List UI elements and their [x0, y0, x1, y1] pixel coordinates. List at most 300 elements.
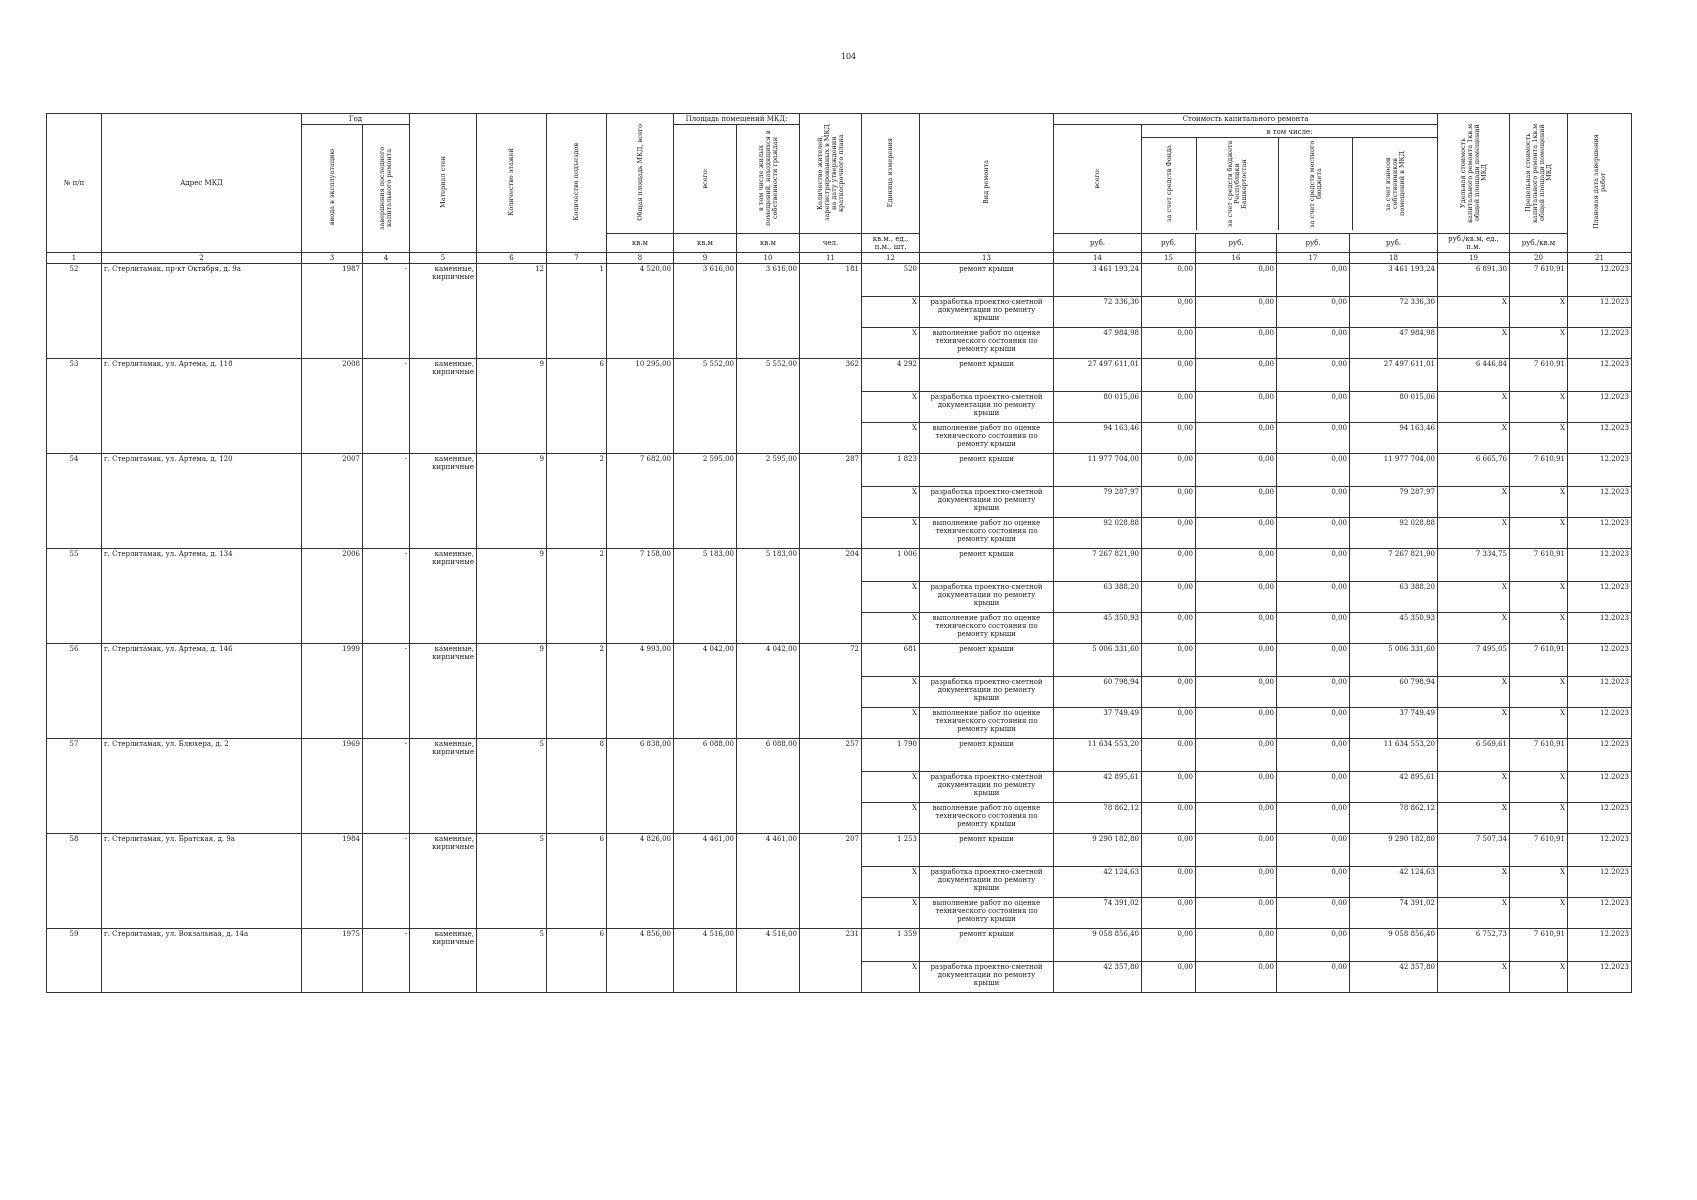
cell-total-area: 4 520,00 [607, 264, 674, 359]
cell-last-repair: - [363, 644, 410, 739]
cell-plan-date: 12.2023 [1568, 297, 1632, 328]
cell-unit-cost: X [1438, 487, 1510, 518]
cell-unit: 1 359 [862, 929, 920, 962]
cell-cost-fund: 0,00 [1142, 772, 1196, 803]
cell-unit-cost: X [1438, 518, 1510, 549]
cell-unit-cost: 6 665,76 [1438, 454, 1510, 487]
column-number: 1 [47, 253, 102, 264]
header-max-cost: Предельная стоимость капитального ремонта 1кв.м общей площади помещений МКД [1510, 114, 1568, 234]
header-year-group: Год [302, 114, 410, 125]
cell-cost-republic: 0,00 [1196, 644, 1277, 677]
cell-cost-fund: 0,00 [1142, 867, 1196, 898]
cell-area-total: 4 042,00 [674, 644, 737, 739]
cell-floors: 9 [477, 644, 547, 739]
cell-plan-date: 12.2023 [1568, 392, 1632, 423]
cell-plan-date: 12.2023 [1568, 834, 1632, 867]
cell-work-type: выполнение работ по оценке технического состояния по ремонту крыши [920, 708, 1054, 739]
unit-area-total: кв.м [674, 234, 737, 253]
cell-cost-local: 0,00 [1277, 582, 1350, 613]
cell-work-type: ремонт крыши [920, 264, 1054, 297]
cell-address: г. Стерлитамак, ул. Блюхера, д. 2 [102, 739, 302, 834]
cell-max-cost: 7 610,91 [1510, 359, 1568, 392]
cell-cost-republic: 0,00 [1196, 772, 1277, 803]
cell-total-area: 6 838,00 [607, 739, 674, 834]
cell-max-cost: 7 610,91 [1510, 549, 1568, 582]
cell-last-repair: - [363, 359, 410, 454]
cell-cost-owners: 80 015,06 [1350, 392, 1438, 423]
cell-residents: 287 [800, 454, 862, 549]
cell-work-type: ремонт крыши [920, 929, 1054, 962]
cell-floors: 9 [477, 549, 547, 644]
cell-cost-local: 0,00 [1277, 772, 1350, 803]
cell-num: 55 [47, 549, 102, 644]
cell-work-type: разработка проектно-сметной документации по ремонту крыши [920, 297, 1054, 328]
cell-max-cost: 7 610,91 [1510, 264, 1568, 297]
cell-cost-owners: 47 984,98 [1350, 328, 1438, 359]
cell-floors: 5 [477, 739, 547, 834]
column-number: 17 [1277, 253, 1350, 264]
cell-total-area: 7 158,00 [607, 549, 674, 644]
cell-cost-local: 0,00 [1277, 677, 1350, 708]
cell-cost-total: 60 798,94 [1054, 677, 1142, 708]
cell-material: каменные, кирпичные [410, 834, 477, 929]
header-work-type: Вид ремонта [920, 114, 1054, 253]
cell-cost-fund: 0,00 [1142, 423, 1196, 454]
cell-cost-owners: 11 634 553,20 [1350, 739, 1438, 772]
column-number: 9 [674, 253, 737, 264]
cell-work-type: ремонт крыши [920, 454, 1054, 487]
cell-work-type: разработка проектно-сметной документации по ремонту крыши [920, 582, 1054, 613]
cell-cost-fund: 0,00 [1142, 454, 1196, 487]
cell-unit: X [862, 392, 920, 423]
cell-residents: 181 [800, 264, 862, 359]
cell-entrances: 2 [547, 454, 607, 549]
cell-entrances: 2 [547, 549, 607, 644]
unit-total-area: кв.м [607, 234, 674, 253]
cell-cost-total: 5 006 331,60 [1054, 644, 1142, 677]
cell-cost-total: 94 163,46 [1054, 423, 1142, 454]
cell-cost-local: 0,00 [1277, 739, 1350, 772]
cell-cost-fund: 0,00 [1142, 297, 1196, 328]
cell-cost-republic: 0,00 [1196, 487, 1277, 518]
cell-cost-republic: 0,00 [1196, 582, 1277, 613]
cell-cost-local: 0,00 [1277, 454, 1350, 487]
cell-plan-date: 12.2023 [1568, 772, 1632, 803]
cell-num: 58 [47, 834, 102, 929]
unit-cost-fund: руб. [1142, 234, 1196, 253]
cell-area-total: 4 516,00 [674, 929, 737, 993]
unit-unit: кв.м., ед., п.м., шт. [862, 234, 920, 253]
cell-total-area: 7 682,00 [607, 454, 674, 549]
header-unit: Единица измерения [862, 114, 920, 234]
cell-residents: 257 [800, 739, 862, 834]
cell-cost-republic: 0,00 [1196, 549, 1277, 582]
cell-plan-date: 12.2023 [1568, 803, 1632, 834]
unit-cost-total: руб. [1054, 234, 1142, 253]
cell-unit: X [862, 898, 920, 929]
cell-cost-republic: 0,00 [1196, 898, 1277, 929]
cell-area-owned: 4 461,00 [737, 834, 800, 929]
cell-cost-local: 0,00 [1277, 549, 1350, 582]
header-unit-cost: Удельная стоимость капитального ремонта 1кв.м общей площади помещений МКД [1438, 114, 1510, 234]
cell-work-type: ремонт крыши [920, 644, 1054, 677]
cell-cost-owners: 63 388,20 [1350, 582, 1438, 613]
cell-cost-owners: 42 124,63 [1350, 867, 1438, 898]
cell-plan-date: 12.2023 [1568, 739, 1632, 772]
cell-unit-cost: X [1438, 423, 1510, 454]
column-number: 10 [737, 253, 800, 264]
cell-unit: 681 [862, 644, 920, 677]
cell-max-cost: X [1510, 613, 1568, 644]
cell-cost-local: 0,00 [1277, 867, 1350, 898]
cell-cost-total: 42 895,61 [1054, 772, 1142, 803]
cell-cost-republic: 0,00 [1196, 328, 1277, 359]
cell-cost-owners: 78 862,12 [1350, 803, 1438, 834]
page-number: 104 [840, 52, 857, 61]
header-cost-total: всего: [1054, 125, 1142, 234]
cell-max-cost: X [1510, 867, 1568, 898]
cell-max-cost: 7 610,91 [1510, 644, 1568, 677]
cell-cost-owners: 79 287,97 [1350, 487, 1438, 518]
cell-cost-local: 0,00 [1277, 264, 1350, 297]
cell-work-type: разработка проектно-сметной документации по ремонту крыши [920, 962, 1054, 993]
cell-unit-cost: X [1438, 392, 1510, 423]
cell-material: каменные, кирпичные [410, 739, 477, 834]
table-row-building [47, 359, 1632, 392]
column-number: 18 [1350, 253, 1438, 264]
header-wall-material: Материал стен [410, 114, 477, 253]
cell-max-cost: 7 610,91 [1510, 454, 1568, 487]
cell-total-area: 4 856,00 [607, 929, 674, 993]
cell-year: 1987 [302, 264, 363, 359]
cell-unit: X [862, 297, 920, 328]
cell-cost-local: 0,00 [1277, 487, 1350, 518]
cell-cost-fund: 0,00 [1142, 518, 1196, 549]
column-number: 16 [1196, 253, 1277, 264]
cell-floors: 12 [477, 264, 547, 359]
cell-cost-republic: 0,00 [1196, 867, 1277, 898]
cell-cost-local: 0,00 [1277, 613, 1350, 644]
unit-cost-republic: руб. [1196, 234, 1277, 253]
cell-max-cost: X [1510, 423, 1568, 454]
cell-last-repair: - [363, 454, 410, 549]
cell-cost-republic: 0,00 [1196, 962, 1277, 993]
column-number: 13 [920, 253, 1054, 264]
column-number: 21 [1568, 253, 1632, 264]
cell-entrances: 8 [547, 739, 607, 834]
cell-cost-total: 92 028,88 [1054, 518, 1142, 549]
cell-cost-fund: 0,00 [1142, 264, 1196, 297]
table-row-building [47, 834, 1632, 867]
cell-address: г. Стерлитамак, ул. Артема, д. 118 [102, 359, 302, 454]
table-row-building [47, 739, 1632, 772]
cell-cost-total: 47 984,98 [1054, 328, 1142, 359]
cell-cost-local: 0,00 [1277, 518, 1350, 549]
cell-unit-cost: X [1438, 677, 1510, 708]
header-year-last-repair: завершения последнего капитального ремонта [363, 125, 410, 253]
cell-unit-cost: 6 569,61 [1438, 739, 1510, 772]
unit-area-owned: кв.м [737, 234, 800, 253]
header-cost-fund: за счет средств Фонда [1142, 138, 1197, 230]
cell-cost-local: 0,00 [1277, 834, 1350, 867]
cell-cost-total: 11 977 704,00 [1054, 454, 1142, 487]
cell-cost-owners: 92 028,88 [1350, 518, 1438, 549]
column-number: 6 [477, 253, 547, 264]
cell-unit-cost: 6 752,73 [1438, 929, 1510, 962]
cell-total-area: 4 826,00 [607, 834, 674, 929]
cell-area-total: 5 183,00 [674, 549, 737, 644]
header-num: № п/п [47, 114, 102, 253]
cell-cost-total: 37 749,49 [1054, 708, 1142, 739]
cell-unit: X [862, 803, 920, 834]
cell-year: 1975 [302, 929, 363, 993]
cell-plan-date: 12.2023 [1568, 677, 1632, 708]
cell-unit-cost: 7 334,75 [1438, 549, 1510, 582]
header-cost-local: за счет средств местного бюджета [1279, 138, 1353, 230]
cell-cost-owners: 9 290 182,80 [1350, 834, 1438, 867]
cell-address: г. Стерлитамак, ул. Артема, д. 120 [102, 454, 302, 549]
cell-unit: 1 253 [862, 834, 920, 867]
cell-num: 53 [47, 359, 102, 454]
header-incl: в том числе: [1142, 128, 1437, 138]
cell-cost-republic: 0,00 [1196, 359, 1277, 392]
cell-cost-local: 0,00 [1277, 644, 1350, 677]
cell-cost-total: 42 124,63 [1054, 867, 1142, 898]
cell-plan-date: 12.2023 [1568, 867, 1632, 898]
cell-cost-total: 11 634 553,20 [1054, 739, 1142, 772]
cell-total-area: 10 295,00 [607, 359, 674, 454]
cell-area-owned: 5 183,00 [737, 549, 800, 644]
cell-unit: X [862, 613, 920, 644]
header-residents: Количество жителей, зарегистрированных в МКД на дату утверждения краткосрочного плана [800, 114, 862, 234]
cell-area-total: 6 088,00 [674, 739, 737, 834]
cell-material: каменные, кирпичные [410, 359, 477, 454]
cell-num: 56 [47, 644, 102, 739]
cell-cost-republic: 0,00 [1196, 454, 1277, 487]
cell-cost-local: 0,00 [1277, 803, 1350, 834]
cell-work-type: выполнение работ по оценке технического состояния по ремонту крыши [920, 803, 1054, 834]
cell-work-type: выполнение работ по оценке технического состояния по ремонту крыши [920, 518, 1054, 549]
cell-cost-fund: 0,00 [1142, 834, 1196, 867]
cell-cost-owners: 45 350,93 [1350, 613, 1438, 644]
table-row-building [47, 549, 1632, 582]
cell-cost-owners: 27 497 611,01 [1350, 359, 1438, 392]
header-area-group: Площадь помещений МКД: [674, 114, 800, 125]
cell-material: каменные, кирпичные [410, 454, 477, 549]
cell-floors: 9 [477, 359, 547, 454]
cell-cost-local: 0,00 [1277, 328, 1350, 359]
header-cost-owners: за счет взносов собственников помещений в МКД [1383, 151, 1406, 217]
cell-max-cost: 7 610,91 [1510, 739, 1568, 772]
cell-cost-owners: 74 391,02 [1350, 898, 1438, 929]
cell-unit-cost: X [1438, 962, 1510, 993]
unit-cost-owners: руб. [1350, 234, 1438, 253]
header-year-commission: ввода в эксплуатацию [302, 125, 363, 253]
cell-unit: 4 292 [862, 359, 920, 392]
table-row-building [47, 644, 1632, 677]
column-number: 5 [410, 253, 477, 264]
cell-max-cost: X [1510, 962, 1568, 993]
cell-unit: X [862, 423, 920, 454]
cell-cost-fund: 0,00 [1142, 359, 1196, 392]
table-row-building [47, 264, 1632, 297]
cell-cost-fund: 0,00 [1142, 328, 1196, 359]
column-numbers-row [47, 253, 1632, 264]
cell-cost-republic: 0,00 [1196, 677, 1277, 708]
cell-unit-cost: X [1438, 613, 1510, 644]
cell-cost-owners: 7 267 821,90 [1350, 549, 1438, 582]
cell-cost-total: 9 058 856,40 [1054, 929, 1142, 962]
cell-cost-republic: 0,00 [1196, 708, 1277, 739]
header-area-total: всего: [674, 125, 737, 234]
cell-unit-cost: 7 507,34 [1438, 834, 1510, 867]
cell-entrances: 6 [547, 834, 607, 929]
cell-plan-date: 12.2023 [1568, 962, 1632, 993]
cell-unit-cost: X [1438, 328, 1510, 359]
cell-max-cost: 7 610,91 [1510, 834, 1568, 867]
cell-unit-cost: X [1438, 582, 1510, 613]
cell-last-repair: - [363, 834, 410, 929]
column-number: 2 [102, 253, 302, 264]
cell-cost-local: 0,00 [1277, 962, 1350, 993]
cell-cost-republic: 0,00 [1196, 297, 1277, 328]
cell-work-type: выполнение работ по оценке технического состояния по ремонту крыши [920, 898, 1054, 929]
cell-max-cost: X [1510, 487, 1568, 518]
cell-cost-republic: 0,00 [1196, 613, 1277, 644]
cell-entrances: 6 [547, 929, 607, 993]
cell-unit-cost: X [1438, 708, 1510, 739]
cell-material: каменные, кирпичные [410, 264, 477, 359]
cell-address: г. Стерлитамак, ул. Артема, д. 134 [102, 549, 302, 644]
cell-cost-fund: 0,00 [1142, 392, 1196, 423]
cell-cost-fund: 0,00 [1142, 582, 1196, 613]
cell-plan-date: 12.2023 [1568, 328, 1632, 359]
cell-cost-owners: 5 006 331,60 [1350, 644, 1438, 677]
cell-max-cost: X [1510, 328, 1568, 359]
cell-entrances: 2 [547, 644, 607, 739]
cell-last-repair: - [363, 549, 410, 644]
column-number: 20 [1510, 253, 1568, 264]
cell-plan-date: 12.2023 [1568, 518, 1632, 549]
cell-area-owned: 4 042,00 [737, 644, 800, 739]
cell-cost-republic: 0,00 [1196, 929, 1277, 962]
cell-area-total: 5 552,00 [674, 359, 737, 454]
cell-unit-cost: 6 446,84 [1438, 359, 1510, 392]
cell-area-total: 2 595,00 [674, 454, 737, 549]
cell-unit: X [862, 328, 920, 359]
cell-work-type: ремонт крыши [920, 549, 1054, 582]
cell-cost-owners: 42 357,80 [1350, 962, 1438, 993]
column-number: 7 [547, 253, 607, 264]
cell-cost-total: 7 267 821,90 [1054, 549, 1142, 582]
cell-cost-local: 0,00 [1277, 708, 1350, 739]
cell-max-cost: X [1510, 677, 1568, 708]
cell-year: 1969 [302, 739, 363, 834]
cell-residents: 207 [800, 834, 862, 929]
cell-cost-fund: 0,00 [1142, 549, 1196, 582]
cell-plan-date: 12.2023 [1568, 644, 1632, 677]
cell-cost-fund: 0,00 [1142, 644, 1196, 677]
cell-max-cost: X [1510, 772, 1568, 803]
cell-unit: X [862, 708, 920, 739]
cell-year: 2006 [302, 549, 363, 644]
cell-year: 1984 [302, 834, 363, 929]
header-address: Адрес МКД [102, 114, 302, 253]
capital-repair-table [46, 113, 1632, 993]
cell-max-cost: X [1510, 803, 1568, 834]
cell-cost-local: 0,00 [1277, 359, 1350, 392]
cell-unit-cost: 7 495,05 [1438, 644, 1510, 677]
cell-area-owned: 6 088,00 [737, 739, 800, 834]
cell-floors: 9 [477, 454, 547, 549]
cell-unit: X [862, 962, 920, 993]
unit-unit-cost: руб./кв.м, ед., п.м. [1438, 234, 1510, 253]
cell-area-owned: 3 616,00 [737, 264, 800, 359]
cell-cost-republic: 0,00 [1196, 739, 1277, 772]
cell-cost-total: 72 336,30 [1054, 297, 1142, 328]
cell-work-type: выполнение работ по оценке технического состояния по ремонту крыши [920, 423, 1054, 454]
cell-unit: X [862, 518, 920, 549]
cell-plan-date: 12.2023 [1568, 929, 1632, 962]
cell-cost-owners: 9 058 856,40 [1350, 929, 1438, 962]
cell-material: каменные, кирпичные [410, 549, 477, 644]
cell-cost-owners: 37 749,49 [1350, 708, 1438, 739]
column-number: 14 [1054, 253, 1142, 264]
table-row-building [47, 929, 1632, 962]
cell-cost-total: 45 350,93 [1054, 613, 1142, 644]
cell-unit-cost: X [1438, 297, 1510, 328]
cell-num: 59 [47, 929, 102, 993]
column-number: 11 [800, 253, 862, 264]
cell-residents: 72 [800, 644, 862, 739]
cell-plan-date: 12.2023 [1568, 264, 1632, 297]
cell-work-type: ремонт крыши [920, 834, 1054, 867]
cell-cost-republic: 0,00 [1196, 264, 1277, 297]
header-floors: Количество этажей [477, 114, 547, 253]
table-row-building [47, 454, 1632, 487]
cell-unit-cost: 6 891,30 [1438, 264, 1510, 297]
cell-work-type: выполнение работ по оценке технического состояния по ремонту крыши [920, 328, 1054, 359]
cell-cost-owners: 3 461 193,24 [1350, 264, 1438, 297]
cell-cost-total: 9 290 182,80 [1054, 834, 1142, 867]
cell-last-repair: - [363, 929, 410, 993]
cell-plan-date: 12.2023 [1568, 423, 1632, 454]
cell-cost-fund: 0,00 [1142, 613, 1196, 644]
cell-cost-total: 42 357,80 [1054, 962, 1142, 993]
column-number: 15 [1142, 253, 1196, 264]
column-number: 19 [1438, 253, 1510, 264]
cell-address: г. Стерлитамак, пр-кт Октября, д. 9а [102, 264, 302, 359]
cell-unit: X [862, 867, 920, 898]
header-incl-block [1142, 125, 1438, 234]
cell-cost-total: 78 862,12 [1054, 803, 1142, 834]
cell-address: г. Стерлитамак, ул. Братская, д. 9а [102, 834, 302, 929]
cell-area-owned: 4 516,00 [737, 929, 800, 993]
cell-work-type: разработка проектно-сметной документации по ремонту крыши [920, 867, 1054, 898]
cell-max-cost: X [1510, 708, 1568, 739]
cell-last-repair: - [363, 739, 410, 834]
cell-plan-date: 12.2023 [1568, 582, 1632, 613]
cell-work-type: выполнение работ по оценке технического состояния по ремонту крыши [920, 613, 1054, 644]
cell-unit-cost: X [1438, 898, 1510, 929]
cell-max-cost: X [1510, 582, 1568, 613]
cell-year: 2008 [302, 359, 363, 454]
cell-max-cost: X [1510, 392, 1568, 423]
cell-residents: 204 [800, 549, 862, 644]
cell-unit: X [862, 677, 920, 708]
cell-cost-total: 74 391,02 [1054, 898, 1142, 929]
cell-cost-local: 0,00 [1277, 297, 1350, 328]
